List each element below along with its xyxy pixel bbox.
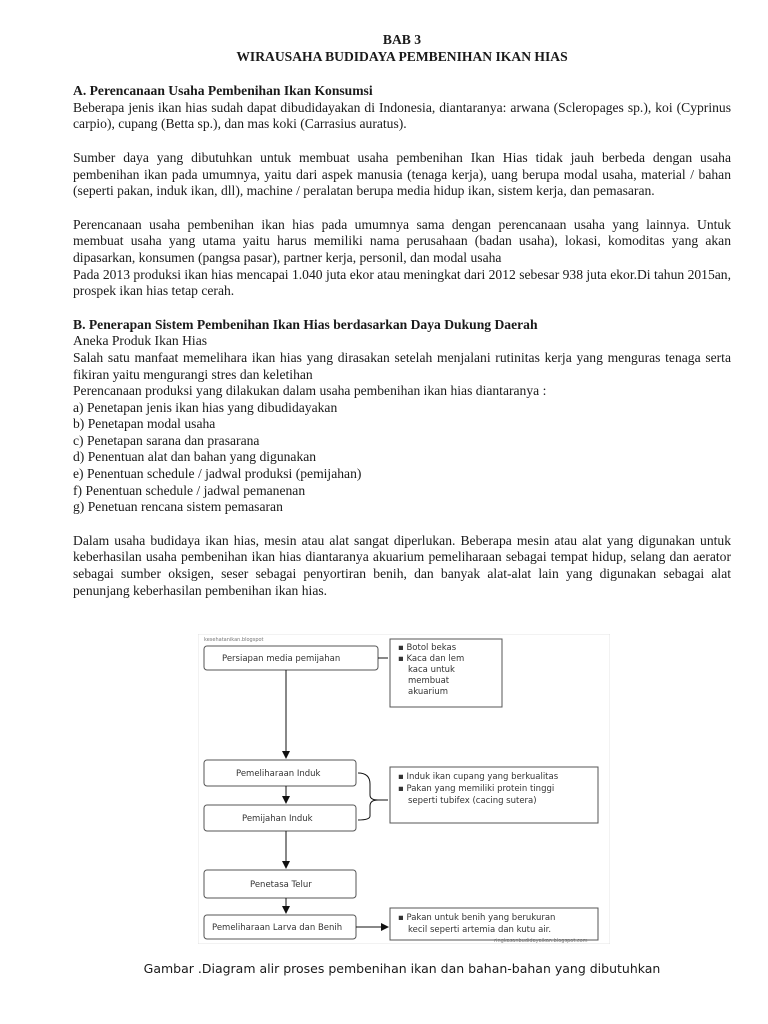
list-item: e) Penentuan schedule / jadwal produksi (pemijahan) [73, 466, 362, 482]
section-b-paragraph-1: Salah satu manfaat memelihara ikan hias yang dirasakan setelah menjalani rutinitas kerja yang menguras tenaga serta fikiran yaitu mengurangi stres dan keletihan [73, 349, 731, 382]
chapter-title: WIRAUSAHA BUDIDAYA PEMBENIHAN IKAN HIAS [236, 48, 568, 64]
section-a-paragraph-3: Perencanaan usaha pembenihan ikan hias pada umumnya sama dengan perencanaan usaha yang lainnya. Untuk membuat usaha yang utama yaitu harus memiliki nama perusahaan (badan usaha), lokasi, komoditas yang akan dipasarkan, konsumen (pangsa pasar), partner kerja, personil, dan modal usaha [73, 216, 731, 265]
list-item: a) Penetapan jenis ikan hias yang dibudidayakan [73, 399, 338, 415]
list-item: d) Penentuan alat dan bahan yang digunakan [73, 449, 317, 465]
watermark-bottom: ringkasanbudidayaikan.blogspot.com [494, 938, 588, 944]
document-page [73, 32, 731, 599]
list-item: g) Penetuan rencana sistem pemasaran [73, 499, 283, 515]
note-line: ▪ Pakan untuk benih yang berukuran [398, 913, 556, 923]
note-line: seperti tubifex (cacing sutera) [408, 796, 537, 806]
section-b-paragraph-3: Dalam usaha budidaya ikan hias, mesin atau alat sangat diperlukan. Beberapa mesin atau alat yang digunakan untuk keberhasilan usaha pembenihan ikan hias diantaranya akuarium pemeliharaan sebagai tempat hidup, selang dan aerator sebagai sumber oksigen, seser sebagai penyortiran benih, dan banyak alat-alat lain yang digunakan sebagai alat penunjang keberhasilan pembenihan ikan hias. [73, 532, 731, 598]
list-item: b) Penetapan modal usaha [73, 416, 216, 432]
note-line: membuat [408, 676, 450, 686]
step-label-4: Penetasa Telur [250, 880, 312, 890]
step-label-3: Pemijahan Induk [242, 814, 313, 824]
note-line: ▪ Pakan yang memiliki protein tinggi [398, 784, 555, 794]
figure-caption: Gambar .Diagram alir proses pembenihan ikan dan bahan-bahan yang dibutuhkan [143, 961, 661, 976]
chapter-label: BAB 3 [382, 32, 422, 47]
section-a-paragraph-4: Pada 2013 produksi ikan hias mencapai 1.040 juta ekor atau meningkat dari 2012 sebesar 938 juta ekor.Di tahun 2015an, prospek ikan hias tetap cerah. [73, 266, 732, 299]
note-line: akuarium [408, 687, 448, 697]
flow-diagram [198, 634, 610, 944]
section-a-paragraph-1: Beberapa jenis ikan hias sudah dapat dibudidayakan di Indonesia, diantaranya: arwana (Scleropages sp.), koi (Cyprinus carpio), cupang (Betta sp.), dan mas koki (Carrasius auratus). [73, 99, 731, 132]
production-plan-list [73, 400, 731, 516]
section-b-subheading: Aneka Produk Ikan Hias [73, 333, 208, 349]
section-b-heading: B. Penerapan Sistem Pembenihan Ikan Hias berdasarkan Daya Dukung Daerah [73, 316, 538, 332]
section-a-paragraph-2: Sumber daya yang dibutuhkan untuk membuat usaha pembenihan Ikan Hias tidak jauh berbeda dengan usaha pembenihan ikan pada umumnya, yaitu dari aspek manusia (tenaga kerja), uang berupa modal usaha, material / bahan (seperti pakan, induk ikan, dll), machine / peralatan berupa media hidup ikan, sistem kerja, dan pemasaran. [73, 149, 731, 199]
section-a-heading: A. Perencanaan Usaha Pembenihan Ikan Konsumsi [73, 83, 373, 99]
list-item: c) Penetapan sarana dan prasarana [73, 432, 260, 448]
section-b-paragraph-2: Perencanaan produksi yang dilakukan dalam usaha pembenihan ikan hias diantaranya : [73, 383, 547, 399]
watermark-top: kesehatanikan.blogspot [204, 637, 264, 643]
list-item: f) Penentuan schedule / jadwal pemanenan [73, 482, 306, 498]
step-label-5: Pemeliharaan Larva dan Benih [212, 923, 343, 933]
note-line: ▪ Botol bekas [398, 643, 457, 653]
note-line: ▪ Kaca dan lem [398, 654, 465, 664]
step-label-1: Persiapan media pemijahan [222, 654, 341, 664]
note-line: ▪ Induk ikan cupang yang berkualitas [398, 772, 559, 782]
note-line: kaca untuk [408, 665, 455, 675]
step-label-2: Pemeliharaan Induk [236, 769, 321, 779]
flow-diagram-figure [198, 634, 610, 944]
note-line: kecil seperti artemia dan kutu air. [408, 925, 552, 935]
